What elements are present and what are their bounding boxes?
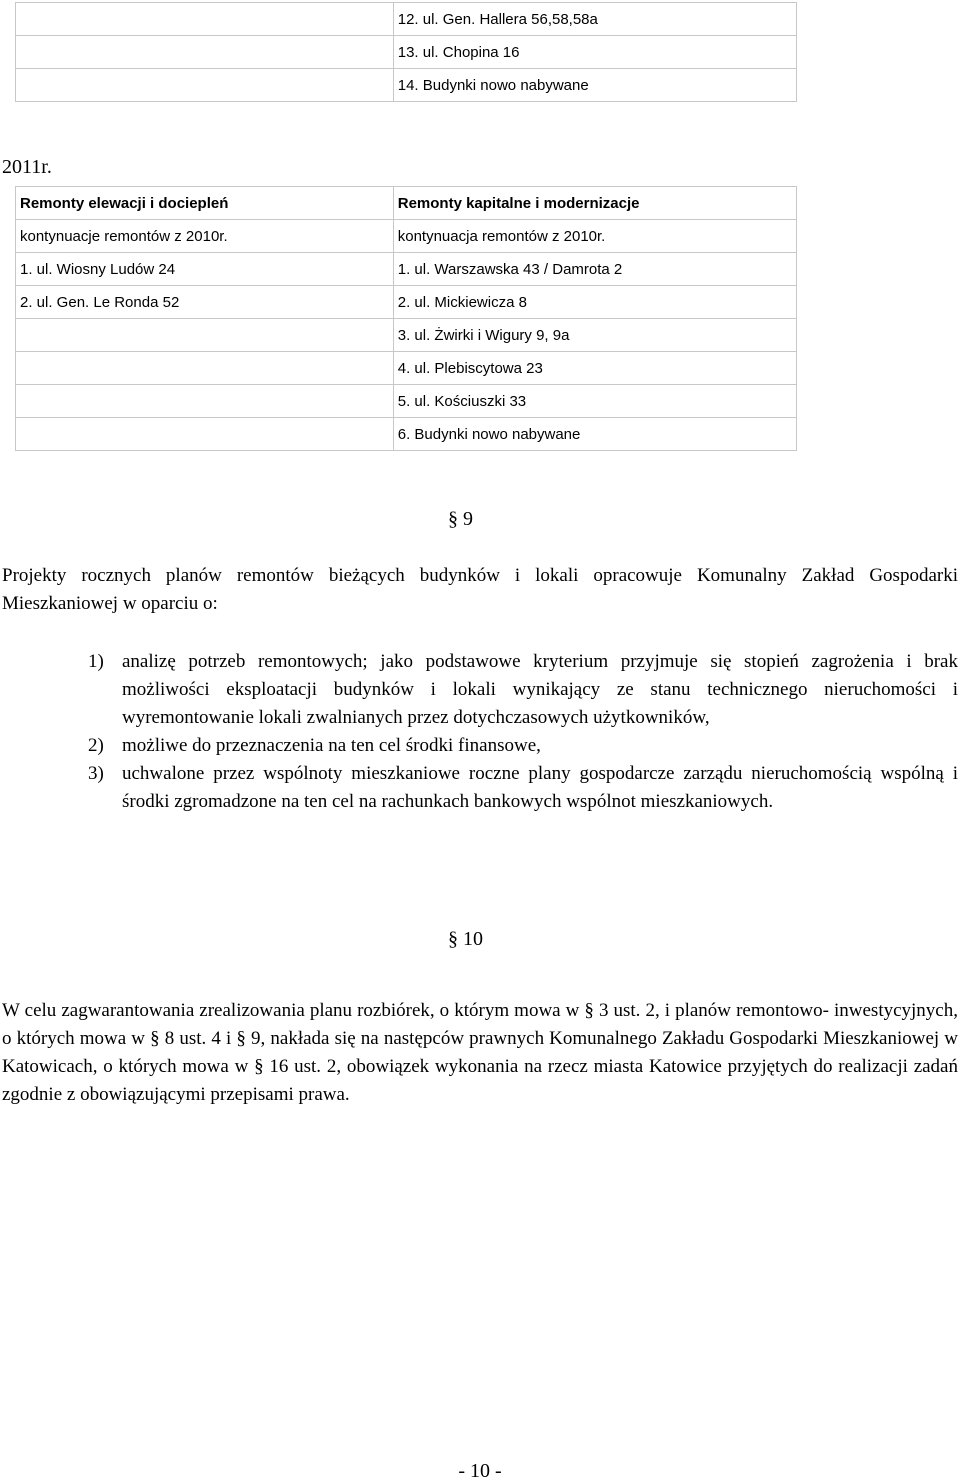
list-number: 3) xyxy=(88,763,104,784)
table-cell: 12. ul. Gen. Hallera 56,58,58a xyxy=(393,3,796,36)
section-10-heading: § 10 xyxy=(448,928,483,950)
section-9-list xyxy=(88,648,958,816)
table-row xyxy=(16,69,797,102)
table-cell xyxy=(16,352,394,385)
table-cell: kontynuacja remontów z 2010r. xyxy=(393,220,796,253)
table-row xyxy=(16,220,797,253)
plan-2011-table xyxy=(15,186,797,451)
column-header: Remonty elewacji i dociepleń xyxy=(16,187,394,220)
list-text: uchwalone przez wspólnoty mieszkaniowe roczne plany gospodarcze zarządu nieruchomością wspólną i środki zgromadzone na ten cel na rachunkach bankowych wspólnot mieszkaniowych. xyxy=(122,763,958,812)
table-row xyxy=(16,253,797,286)
section-10-text: W celu zagwarantowania zrealizowania planu rozbiórek, o którym mowa w § 3 ust. 2, i planów remontowo- inwestycyjnych, o których mowa w § 8 ust. 4 i § 9, nakłada się na następców prawnych Komunalnego Zakładu Gospodarki Mieszkaniowej w Katowicach, o których mowa w § 16 ust. 2, obowiązek wykonania na rzecz miasta Katowice przyjętych do realizacji zadań zgodnie z obowiązującymi przepisami prawa. xyxy=(2,1000,958,1105)
table-cell: 2. ul. Mickiewicza 8 xyxy=(393,286,796,319)
table-row xyxy=(16,385,797,418)
list-number: 2) xyxy=(88,735,104,756)
list-item xyxy=(88,760,958,816)
table-row xyxy=(16,319,797,352)
section-9-intro: Projekty rocznych planów remontów bieżących budynków i lokali opracowuje Komunalny Zakład Gospodarki Mieszkaniowej w oparciu o: xyxy=(2,565,958,614)
table-row xyxy=(16,36,797,69)
table-cell: 13. ul. Chopina 16 xyxy=(393,36,796,69)
table-cell: 2. ul. Gen. Le Ronda 52 xyxy=(16,286,394,319)
year-heading: 2011r. xyxy=(2,156,52,178)
table-cell xyxy=(16,319,394,352)
table-row xyxy=(16,418,797,451)
table-cell xyxy=(16,418,394,451)
table-cell: 3. ul. Żwirki i Wigury 9, 9a xyxy=(393,319,796,352)
table-cell: 1. ul. Warszawska 43 / Damrota 2 xyxy=(393,253,796,286)
buildings-table-continued xyxy=(15,2,797,102)
list-number: 1) xyxy=(88,651,104,672)
table-cell: 5. ul. Kościuszki 33 xyxy=(393,385,796,418)
table-cell: 14. Budynki nowo nabywane xyxy=(393,69,796,102)
list-text: możliwe do przeznaczenia na ten cel środki finansowe, xyxy=(122,735,541,756)
page-number: - 10 - xyxy=(458,1460,502,1482)
table-cell: 6. Budynki nowo nabywane xyxy=(393,418,796,451)
table-cell: 4. ul. Plebiscytowa 23 xyxy=(393,352,796,385)
list-item xyxy=(88,732,958,760)
table-cell xyxy=(16,385,394,418)
section-9-heading: § 9 xyxy=(448,508,473,530)
list-item xyxy=(88,648,958,732)
table-row xyxy=(16,286,797,319)
column-header: Remonty kapitalne i modernizacje xyxy=(393,187,796,220)
table-cell: kontynuacje remontów z 2010r. xyxy=(16,220,394,253)
table-cell: 1. ul. Wiosny Ludów 24 xyxy=(16,253,394,286)
table-header-row xyxy=(16,187,797,220)
list-text: analizę potrzeb remontowych; jako podstawowe kryterium przyjmuje się stopień zagrożenia i brak możliwości eksploatacji budynków i lokali wynikający ze stanu technicznego nieruchomości i wyremontowanie lokali zwalnianych przez dotychczasowych użytkowników, xyxy=(122,651,958,728)
table-row xyxy=(16,3,797,36)
table-row xyxy=(16,352,797,385)
